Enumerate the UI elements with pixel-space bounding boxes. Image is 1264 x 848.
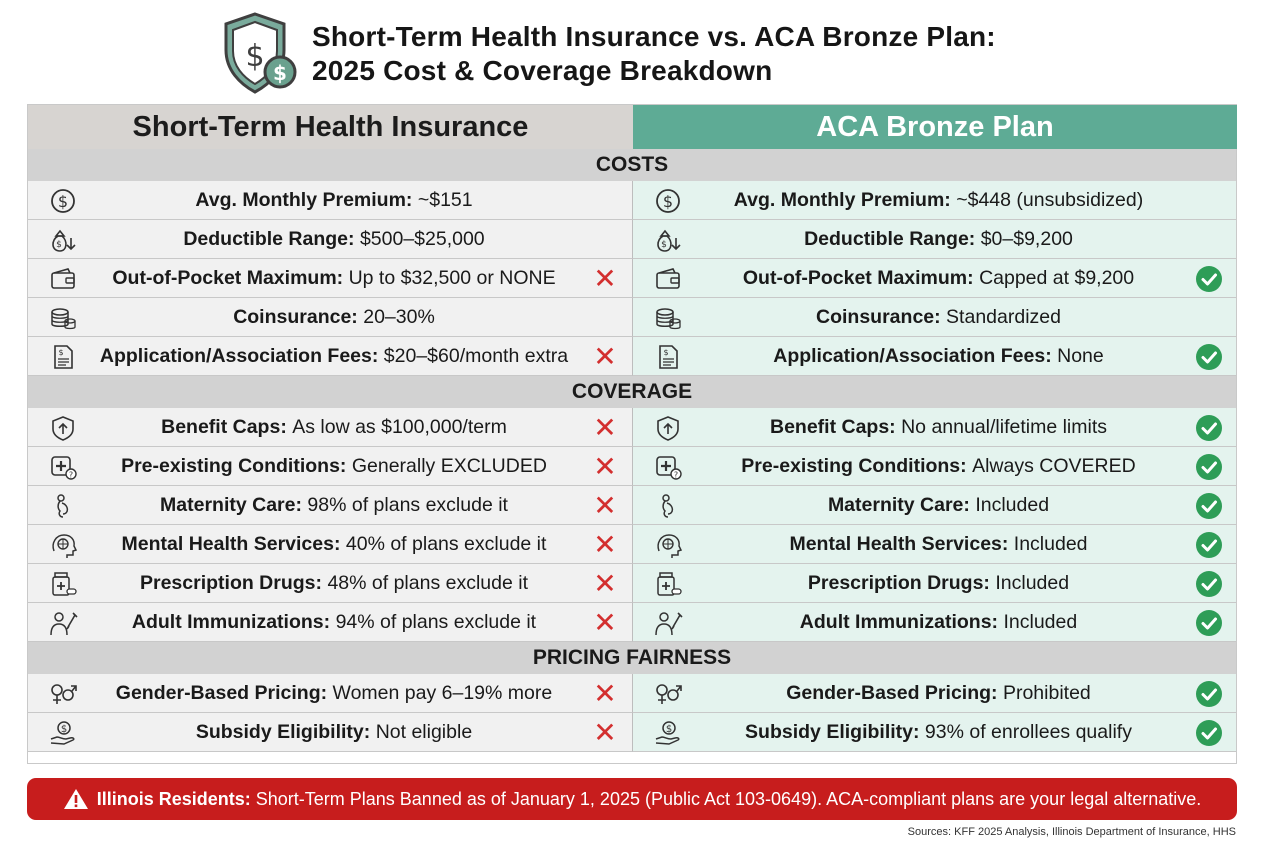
check-icon bbox=[1196, 266, 1222, 292]
row-label: Mental Health Services: bbox=[789, 533, 1009, 555]
row-text bbox=[685, 447, 1192, 486]
row-label: Pre-existing Conditions: bbox=[121, 455, 347, 477]
short-term-cell bbox=[28, 447, 633, 486]
check-icon bbox=[1196, 720, 1222, 746]
row-label: Deductible Range: bbox=[183, 228, 355, 250]
short-term-cell bbox=[28, 220, 633, 259]
row-value: 93% of enrollees qualify bbox=[924, 721, 1132, 743]
short-term-cell bbox=[28, 408, 633, 447]
aca-cell bbox=[633, 525, 1236, 564]
svg-text:$: $ bbox=[58, 348, 64, 357]
row-value: $0–$9,200 bbox=[980, 228, 1073, 250]
svg-text:$: $ bbox=[663, 348, 669, 357]
money-bag-down-icon bbox=[653, 226, 683, 254]
money-bag-down-icon bbox=[48, 226, 78, 254]
gender-symbols-icon bbox=[653, 680, 683, 708]
row-value: Standardized bbox=[946, 306, 1061, 328]
banner-label: Illinois Residents: bbox=[96, 788, 251, 809]
svg-text:?: ? bbox=[673, 470, 679, 480]
short-term-cell bbox=[28, 713, 633, 752]
short-term-cell bbox=[28, 181, 633, 220]
row-label: Adult Immunizations: bbox=[131, 611, 331, 633]
row-text bbox=[685, 298, 1192, 337]
hand-coin-icon bbox=[48, 719, 78, 747]
svg-text:?: ? bbox=[68, 470, 74, 480]
row-label: Subsidy Eligibility: bbox=[195, 721, 371, 743]
cross-icon: ✕ bbox=[593, 263, 617, 294]
row-text bbox=[80, 408, 588, 447]
table-row bbox=[28, 447, 1236, 486]
row-value: Included bbox=[1003, 611, 1078, 633]
row-label: Pre-existing Conditions: bbox=[741, 455, 967, 477]
svg-text:$: $ bbox=[56, 240, 62, 250]
row-value: Not eligible bbox=[375, 721, 473, 743]
row-text bbox=[685, 220, 1192, 259]
check-icon bbox=[1196, 493, 1222, 519]
table-row bbox=[28, 603, 1236, 642]
table-row bbox=[28, 181, 1236, 220]
short-term-cell bbox=[28, 525, 633, 564]
table-row bbox=[28, 713, 1236, 752]
cross-icon: ✕ bbox=[593, 607, 617, 638]
table-row bbox=[28, 408, 1236, 447]
svg-text:$: $ bbox=[245, 39, 265, 74]
medical-question-icon bbox=[653, 453, 683, 481]
row-label: Maternity Care: bbox=[160, 494, 302, 516]
row-label: Gender-Based Pricing: bbox=[786, 682, 998, 704]
banner-text: Short-Term Plans Banned as of January 1, 2025 (Public Act 103-0649). ACA-compliant plans are your legal alternative. bbox=[255, 788, 1202, 809]
shield-arrow-icon bbox=[653, 414, 683, 442]
sources-note: Sources: KFF 2025 Analysis, Illinois Department of Insurance, HHS bbox=[907, 826, 1236, 838]
short-term-cell bbox=[28, 674, 633, 713]
table-row bbox=[28, 674, 1236, 713]
row-label: Maternity Care: bbox=[827, 494, 970, 516]
row-value: 94% of plans exclude it bbox=[335, 611, 537, 633]
row-label: Mental Health Services: bbox=[121, 533, 341, 555]
row-value: ~$448 (unsubsidized) bbox=[956, 189, 1144, 211]
coin-stack-icon bbox=[48, 304, 78, 332]
row-value: Prohibited bbox=[1002, 682, 1091, 704]
table-row bbox=[28, 298, 1236, 337]
aca-cell bbox=[633, 220, 1236, 259]
aca-cell bbox=[633, 486, 1236, 525]
aca-cell bbox=[633, 337, 1236, 376]
invoice-icon bbox=[653, 343, 683, 371]
brain-head-icon bbox=[48, 531, 78, 559]
short-term-cell bbox=[28, 337, 633, 376]
table-row bbox=[28, 564, 1236, 603]
row-text bbox=[80, 525, 588, 564]
check-icon bbox=[1196, 415, 1222, 441]
short-term-cell bbox=[28, 603, 633, 642]
row-label: Deductible Range: bbox=[804, 228, 976, 250]
row-text bbox=[80, 486, 588, 525]
syringe-person-icon bbox=[48, 609, 78, 637]
section-header: COSTS bbox=[28, 149, 1236, 181]
comparison-table bbox=[27, 104, 1237, 764]
svg-text:$: $ bbox=[273, 61, 287, 85]
row-label: Coinsurance: bbox=[816, 306, 941, 328]
table-row bbox=[28, 259, 1236, 298]
hand-coin-icon bbox=[653, 719, 683, 747]
row-text bbox=[685, 713, 1192, 752]
row-value: Capped at $9,200 bbox=[979, 267, 1135, 289]
row-value: As low as $100,000/term bbox=[292, 416, 507, 438]
row-text bbox=[685, 259, 1192, 298]
warning-triangle-icon bbox=[63, 787, 89, 811]
short-term-cell bbox=[28, 298, 633, 337]
row-text bbox=[685, 181, 1192, 220]
check-icon bbox=[1196, 454, 1222, 480]
column-header-aca-bronze: ACA Bronze Plan bbox=[633, 105, 1237, 149]
row-value: 20–30% bbox=[363, 306, 435, 328]
cross-icon: ✕ bbox=[593, 678, 617, 709]
row-label: Benefit Caps: bbox=[769, 416, 896, 438]
row-value: Included bbox=[975, 494, 1050, 516]
row-value: ~$151 bbox=[417, 189, 473, 211]
svg-text:$: $ bbox=[662, 192, 674, 211]
row-label: Coinsurance: bbox=[233, 306, 358, 328]
row-value: Included bbox=[1013, 533, 1088, 555]
table-row bbox=[28, 337, 1236, 376]
row-text bbox=[685, 525, 1192, 564]
aca-cell bbox=[633, 713, 1236, 752]
column-header-short-term: Short-Term Health Insurance bbox=[28, 105, 633, 149]
cross-icon: ✕ bbox=[593, 717, 617, 748]
row-value: Included bbox=[995, 572, 1070, 594]
row-value: Up to $32,500 or NONE bbox=[348, 267, 556, 289]
row-text bbox=[80, 447, 588, 486]
row-label: Out-of-Pocket Maximum: bbox=[112, 267, 344, 289]
row-value: Generally EXCLUDED bbox=[351, 455, 547, 477]
title-line-1: Short-Term Health Insurance vs. ACA Bronze Plan: bbox=[312, 21, 996, 52]
cross-icon: ✕ bbox=[593, 341, 617, 372]
row-label: Adult Immunizations: bbox=[799, 611, 999, 633]
cross-icon: ✕ bbox=[593, 529, 617, 560]
row-label: Application/Association Fees: bbox=[773, 345, 1052, 367]
check-icon bbox=[1196, 344, 1222, 370]
row-text bbox=[80, 564, 588, 603]
svg-text:$: $ bbox=[665, 724, 673, 735]
row-label: Avg. Monthly Premium: bbox=[733, 189, 951, 211]
syringe-person-icon bbox=[653, 609, 683, 637]
cross-icon: ✕ bbox=[593, 412, 617, 443]
row-text bbox=[80, 220, 588, 259]
check-icon bbox=[1196, 610, 1222, 636]
row-label: Out-of-Pocket Maximum: bbox=[742, 267, 974, 289]
row-text bbox=[685, 603, 1192, 642]
row-label: Application/Association Fees: bbox=[99, 345, 379, 367]
pregnancy-icon bbox=[48, 492, 78, 520]
row-text bbox=[685, 564, 1192, 603]
row-text bbox=[80, 337, 588, 376]
svg-text:$: $ bbox=[60, 724, 68, 735]
page-title bbox=[312, 20, 996, 88]
short-term-cell bbox=[28, 564, 633, 603]
row-label: Gender-Based Pricing: bbox=[115, 682, 328, 704]
shield-dollar-icon bbox=[218, 10, 300, 96]
coin-stack-icon bbox=[653, 304, 683, 332]
dollar-circle-icon bbox=[653, 187, 683, 215]
cross-icon: ✕ bbox=[593, 568, 617, 599]
row-text bbox=[80, 181, 588, 220]
aca-cell bbox=[633, 408, 1236, 447]
row-text bbox=[80, 674, 588, 713]
check-icon bbox=[1196, 681, 1222, 707]
section-header: PRICING FAIRNESS bbox=[28, 642, 1236, 674]
header bbox=[0, 0, 1264, 104]
row-text bbox=[80, 298, 588, 337]
illinois-warning-banner bbox=[27, 778, 1237, 820]
aca-cell bbox=[633, 603, 1236, 642]
medical-question-icon bbox=[48, 453, 78, 481]
aca-cell bbox=[633, 674, 1236, 713]
table-row bbox=[28, 220, 1236, 259]
pregnancy-icon bbox=[653, 492, 683, 520]
gender-symbols-icon bbox=[48, 680, 78, 708]
section-header: COVERAGE bbox=[28, 376, 1236, 408]
row-value: No annual/lifetime limits bbox=[901, 416, 1108, 438]
row-label: Prescription Drugs: bbox=[807, 572, 990, 594]
row-value: $500–$25,000 bbox=[359, 228, 485, 250]
row-text bbox=[80, 713, 588, 752]
row-label: Benefit Caps: bbox=[161, 416, 287, 438]
aca-cell bbox=[633, 181, 1236, 220]
row-text bbox=[685, 408, 1192, 447]
row-value: $20–$60/month extra bbox=[383, 345, 569, 367]
shield-arrow-icon bbox=[48, 414, 78, 442]
dollar-circle-icon bbox=[48, 187, 78, 215]
short-term-cell bbox=[28, 259, 633, 298]
pill-bottle-icon bbox=[48, 570, 78, 598]
short-term-cell bbox=[28, 486, 633, 525]
svg-text:$: $ bbox=[661, 240, 667, 250]
pill-bottle-icon bbox=[653, 570, 683, 598]
row-value: 48% of plans exclude it bbox=[327, 572, 528, 594]
brain-head-icon bbox=[653, 531, 683, 559]
row-text bbox=[80, 259, 588, 298]
row-text bbox=[80, 603, 588, 642]
row-text bbox=[685, 674, 1192, 713]
row-value: Always COVERED bbox=[972, 455, 1136, 477]
table-row bbox=[28, 486, 1236, 525]
aca-cell bbox=[633, 564, 1236, 603]
aca-cell bbox=[633, 298, 1236, 337]
wallet-icon bbox=[48, 265, 78, 293]
row-text bbox=[685, 486, 1192, 525]
row-label: Prescription Drugs: bbox=[139, 572, 323, 594]
svg-text:$: $ bbox=[57, 192, 69, 211]
row-value: 40% of plans exclude it bbox=[345, 533, 547, 555]
row-text bbox=[685, 337, 1192, 376]
check-icon bbox=[1196, 571, 1222, 597]
wallet-icon bbox=[653, 265, 683, 293]
cross-icon: ✕ bbox=[593, 451, 617, 482]
row-label: Avg. Monthly Premium: bbox=[195, 189, 413, 211]
aca-cell bbox=[633, 447, 1236, 486]
cross-icon: ✕ bbox=[593, 490, 617, 521]
row-value: Women pay 6–19% more bbox=[332, 682, 553, 704]
row-value: None bbox=[1057, 345, 1104, 367]
invoice-icon bbox=[48, 343, 78, 371]
aca-cell bbox=[633, 259, 1236, 298]
check-icon bbox=[1196, 532, 1222, 558]
row-value: 98% of plans exclude it bbox=[307, 494, 508, 516]
title-line-2: 2025 Cost & Coverage Breakdown bbox=[312, 55, 773, 86]
table-row bbox=[28, 525, 1236, 564]
row-label: Subsidy Eligibility: bbox=[745, 721, 920, 743]
